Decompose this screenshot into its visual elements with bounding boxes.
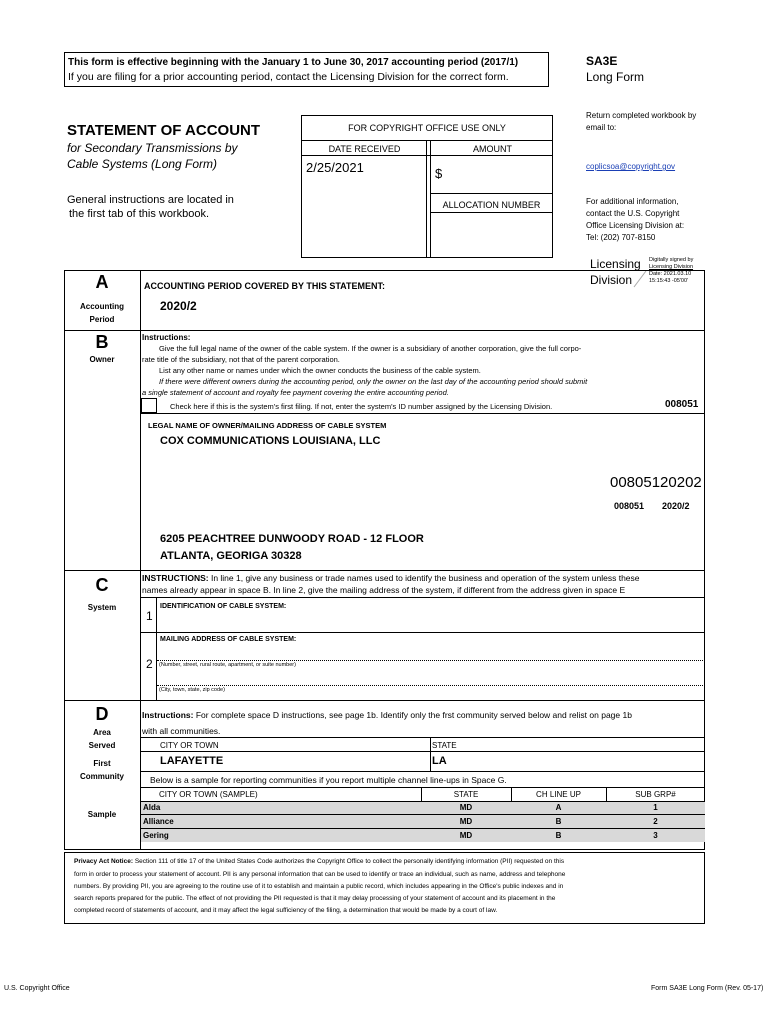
section-c-letter: C: [95, 575, 109, 595]
section-b-label: Owner: [89, 355, 115, 364]
effective-notice-line1: This form is effective beginning with the January 1 to June 30, 2017 accounting period (2017/1): [68, 57, 519, 68]
first-community-city[interactable]: LAFAYETTE: [160, 755, 224, 767]
form-code: SA3E: [586, 54, 618, 68]
section-b-instructions-title: Instructions:: [142, 333, 191, 342]
privacy-line-1: [74, 858, 564, 865]
section-b-instr-3: List any other name or names under which the owner conducts the business of the cable system.: [159, 366, 481, 375]
first-filing-checkbox[interactable]: [141, 398, 157, 413]
office-use-box: [301, 115, 553, 258]
sample-subgrp: 2: [653, 817, 658, 826]
sample-city: Alliance: [143, 817, 174, 826]
additional-info-4: Tel: (202) 707-8150: [586, 233, 656, 242]
signature-detail-1: Digitally signed by: [649, 257, 694, 263]
section-c-instr-2: names already appear in space B. In line 2, give the mailing address of the system, if different from the address given in space E: [142, 585, 626, 595]
sample-state: MD: [459, 817, 473, 826]
section-d-instr-1: [142, 710, 632, 720]
office-use-header: FOR COPYRIGHT OFFICE USE ONLY: [348, 123, 506, 133]
sample-subgrp: 1: [653, 803, 658, 812]
owner-id-small: 008051: [614, 501, 645, 511]
cable-system-id-label[interactable]: IDENTIFICATION OF CABLE SYSTEM:: [160, 603, 287, 610]
page-subtitle-1: for Secondary Transmissions by: [67, 141, 238, 155]
section-c-instr-text: In line 1, give any business or trade names used to identify the business and operation of the system unless these: [208, 573, 640, 583]
first-filing-label: Check here if this is the system's first filing. If not, enter the system's ID number assigned by the Licensing Division.: [170, 402, 553, 411]
section-a-label-2: Period: [89, 315, 115, 324]
sample-header-state: STATE: [453, 790, 479, 799]
section-d-label-4: Community: [80, 772, 124, 781]
system-line-2-number: 2: [146, 657, 153, 671]
section-c-label: System: [87, 603, 117, 612]
section-a-letter: A: [95, 272, 109, 292]
owner-address-line-1[interactable]: 6205 PEACHTREE DUNWOODY ROAD - 12 FLOOR: [160, 533, 424, 545]
section-b-instr-4: If there were different owners during the accounting period, only the owner on the last day of the accounting period should submit: [159, 377, 588, 386]
amount-value[interactable]: $: [435, 166, 443, 181]
sample-chlineup: B: [555, 817, 562, 826]
street-address-field[interactable]: [157, 660, 703, 661]
system-id-value[interactable]: 008051: [665, 399, 699, 410]
section-b-instr-2: rate title of the subsidiary, not that of the parent corporation.: [142, 355, 340, 364]
signature-detail-4: 15:15:43 -05'00': [649, 278, 689, 284]
additional-info-2: contact the U.S. Copyright: [586, 209, 680, 218]
signature-detail-2: Licensing Division: [649, 264, 694, 270]
section-a-label-1: Accounting: [80, 302, 124, 311]
privacy-title: Privacy Act Notice:: [74, 858, 134, 865]
legal-name-label: LEGAL NAME OF OWNER/MAILING ADDRESS OF CABLE SYSTEM: [148, 421, 387, 430]
signature-detail-3: Date: 2021.03.10: [649, 271, 692, 277]
section-b-letter: B: [95, 332, 109, 352]
return-instructions-2: email to:: [586, 123, 617, 132]
section-d-sample-label: Sample: [87, 810, 117, 819]
accounting-period-heading: ACCOUNTING PERIOD COVERED BY THIS STATEMENT:: [144, 281, 386, 291]
footer-left: U.S. Copyright Office: [4, 985, 70, 992]
sample-city: Gering: [143, 831, 169, 840]
privacy-line-2: form in order to process your statement of account. PII is any personal information that can be used to identify or trace an individual, such as name, address and telephone: [74, 871, 566, 878]
section-b-instr-5: a single statement of account and royalty fee payment covering the entire accounting period.: [142, 388, 449, 397]
owner-id-large: 00805120202: [610, 474, 702, 491]
additional-info-3: Office Licensing Division at:: [586, 221, 685, 230]
city-state-zip-field[interactable]: [157, 685, 703, 686]
sample-header-city: CITY OR TOWN (SAMPLE): [159, 790, 258, 799]
sample-note: Below is a sample for reporting communities if you report multiple channel line-ups in Space G.: [150, 775, 507, 785]
return-email-link[interactable]: coplicsoa@copyright.gov: [586, 162, 676, 171]
form-type: Long Form: [586, 70, 645, 84]
amount-label: AMOUNT: [473, 144, 512, 154]
city-state-zip-hint: (City, town, state, zip code): [159, 687, 225, 693]
general-instructions-1: General instructions are located in: [67, 194, 234, 206]
section-d-instr-2: with all communities.: [142, 726, 221, 736]
return-instructions-1: Return completed workbook by: [586, 111, 697, 120]
effective-notice-line2: If you are filing for a prior accounting period, contact the Licensing Division for the correct form.: [68, 71, 509, 83]
section-b-instr-1: Give the full legal name of the owner of the cable system. If the owner is a subsidiary of another corporation, give the full corpo-: [159, 344, 582, 353]
footer-right: Form SA3E Long Form (Rev. 05-17): [651, 985, 764, 992]
privacy-line-3: numbers. By providing PII, you are agreeing to the routine use of it to establish and maintain a public record, which includes appearing in the Office's public indexes and in: [74, 883, 564, 890]
section-d-label-2: Served: [88, 741, 116, 750]
state-column-header: STATE: [432, 741, 457, 750]
owner-period-small: 2020/2: [662, 501, 690, 511]
signature-name-1: Licensing: [590, 257, 641, 271]
street-address-hint: (Number, street, rural route, apartment, or suite number): [159, 662, 296, 668]
section-d-letter: D: [95, 704, 109, 724]
sample-city: Alda: [143, 803, 161, 812]
first-community-state[interactable]: LA: [432, 755, 447, 767]
accounting-period-value[interactable]: 2020/2: [160, 299, 197, 313]
date-received-label: DATE RECEIVED: [328, 144, 401, 154]
system-line-1-number: 1: [146, 609, 153, 623]
privacy-line-5: completed record of statements of account, and it may affect the legal sufficiency of the filing, a determination that would be made by a court of law.: [74, 907, 498, 914]
page-subtitle-2: Cable Systems (Long Form): [67, 157, 218, 171]
sample-chlineup: B: [555, 831, 562, 840]
section-c-instr-title: INSTRUCTIONS:: [142, 573, 209, 583]
sample-subgrp: 3: [653, 831, 658, 840]
section-c-instr-1: [142, 573, 640, 583]
sample-chlineup: A: [555, 803, 562, 812]
privacy-line-4: search reports prepared for the public. The effect of not providing the PII requested is that it may delay processing of your statement of account and its placement in the: [74, 895, 556, 902]
page-title: STATEMENT OF ACCOUNT: [67, 122, 261, 139]
additional-info-1: For additional information,: [586, 197, 679, 206]
owner-address-line-2[interactable]: ATLANTA, GEORIGA 30328: [160, 550, 302, 562]
sample-table: [141, 787, 705, 842]
sample-header-chlineup: CH LINE UP: [536, 790, 581, 799]
section-d-instr-title: Instructions:: [142, 710, 194, 720]
allocation-number-label: ALLOCATION NUMBER: [442, 200, 541, 210]
privacy-text-1: Section 111 of title 17 of the United States Code authorizes the Copyright Office to collect the personally identifying information (PII) requested on this: [133, 858, 565, 865]
city-column-header: CITY OR TOWN: [160, 741, 219, 750]
general-instructions-2: the first tab of this workbook.: [69, 208, 210, 220]
section-d-label-1: Area: [93, 728, 111, 737]
signature-name-2: Division: [590, 273, 633, 287]
section-d-label-3: First: [93, 759, 111, 768]
date-received-value[interactable]: 2/25/2021: [306, 160, 364, 175]
system-mailing-label[interactable]: MAILING ADDRESS OF CABLE SYSTEM:: [160, 636, 297, 643]
sample-state: MD: [459, 831, 473, 840]
sample-header-subgrp: SUB GRP#: [635, 790, 676, 799]
sample-state: MD: [459, 803, 473, 812]
owner-name[interactable]: COX COMMUNICATIONS LOUISIANA, LLC: [160, 435, 381, 447]
section-d-instr-text: For complete space D instructions, see page 1b. Identify only the frst community served below and relist on page 1b: [193, 710, 632, 720]
